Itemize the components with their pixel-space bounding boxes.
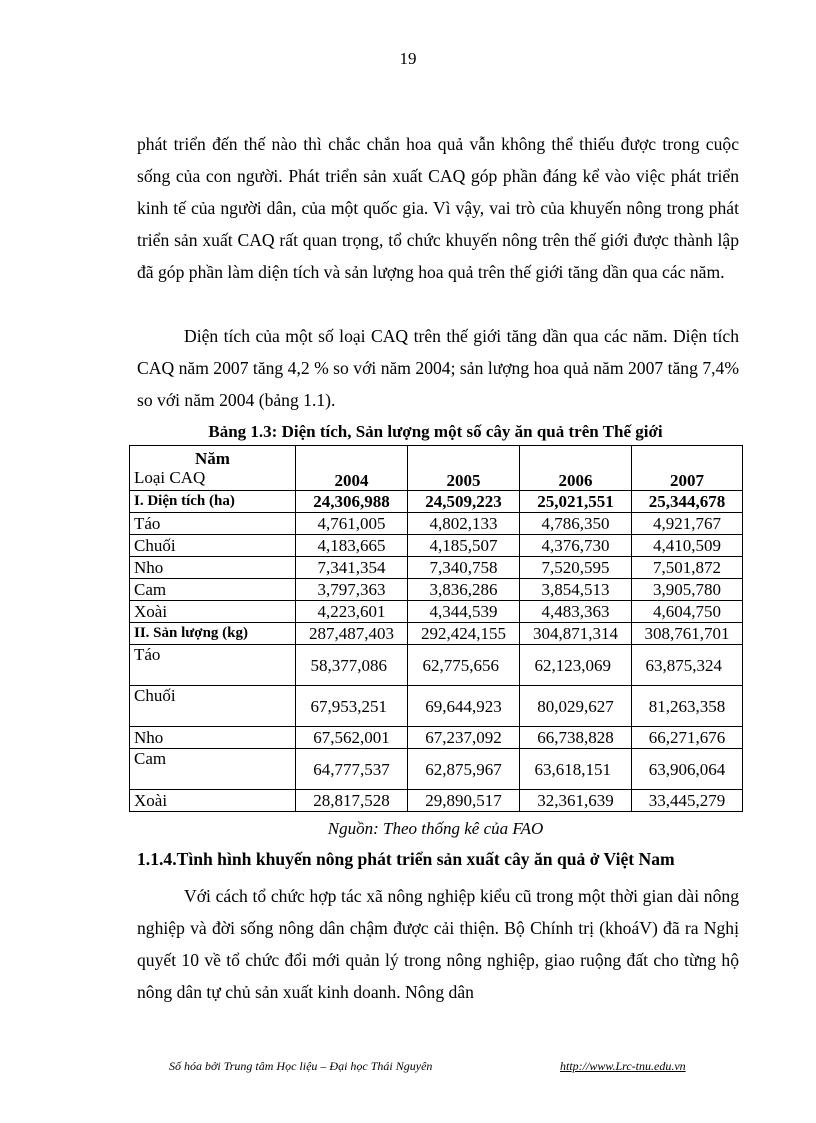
- area-total: 25,344,678: [632, 491, 743, 513]
- row-label: Nho: [130, 727, 296, 749]
- table-cell: 4,185,507: [408, 535, 520, 557]
- corner-year-label: Năm: [195, 449, 230, 468]
- table-row: [130, 749, 743, 790]
- paragraph-intro: phát triển đến thế nào thì chắc chắn hoa quả vẫn không thể thiếu được trong cuộc sống của con người. Phát triển sản xuất CAQ góp phần đáng kể vào việc phát triển kinh tế của người dân, của một quốc gia. Vì vậy, vai trò của khuyến nông trong phát triển sản xuất CAQ rất quan trọng, tổ chức khuyến nông trên thế giới được thành lập đã góp phần làm diện tích và sản lượng hoa quả trên thế giới tăng dần qua các năm.: [137, 134, 739, 282]
- table-header-row: [130, 446, 743, 491]
- row-label: Chuối: [130, 686, 296, 727]
- table-title: Bảng 1.3: Diện tích, Sản lượng một số cây ăn quả trên Thế giới: [208, 422, 663, 441]
- wrapped-value: 62,775,656: [422, 655, 499, 675]
- table-cell: 4,483,363: [520, 601, 632, 623]
- area-total: 25,021,551: [520, 491, 632, 513]
- row-label: Nho: [130, 557, 296, 579]
- table-row: [130, 790, 743, 812]
- table-row: [130, 727, 743, 749]
- table-cell: 7,341,354: [296, 557, 408, 579]
- production-total: 292,424,155: [408, 623, 520, 645]
- table-cell: 64,777,537: [296, 749, 408, 790]
- wrapped-value: 63,618,151: [534, 759, 611, 779]
- year-header: 2004: [296, 446, 408, 491]
- section-heading: 1.1.4.Tình hình khuyến nông phát triển sản xuất cây ăn quả ở Việt Nam: [137, 849, 675, 869]
- table-cell: 81,263,358: [632, 686, 743, 727]
- table-cell: [520, 645, 632, 686]
- table-cell: [296, 645, 408, 686]
- table-cell: 7,340,758: [408, 557, 520, 579]
- table-cell: 32,361,639: [520, 790, 632, 812]
- table-source: Nguồn: Theo thống kê của FAO: [327, 819, 544, 838]
- area-total: 24,509,223: [408, 491, 520, 513]
- table-cell: [632, 645, 743, 686]
- table-cell: 67,562,001: [296, 727, 408, 749]
- year-header: 2007: [632, 446, 743, 491]
- footer-link[interactable]: http://www.Lrc-tnu.edu.vn: [560, 1059, 686, 1073]
- paragraph-area-growth: Diện tích của một số loại CAQ trên thế giới tăng dần qua các năm. Diện tích CAQ năm 2007 tăng 4,2 % so với năm 2004; sản lượng hoa quả năm 2007 tăng 7,4% so với năm 2004 (bảng 1.1).: [137, 326, 739, 410]
- table-cell: 28,817,528: [296, 790, 408, 812]
- table-cell: [408, 645, 520, 686]
- table-cell: 7,520,595: [520, 557, 632, 579]
- area-total: 24,306,988: [296, 491, 408, 513]
- production-total-row: [130, 623, 743, 645]
- corner-type-label: Loại CAQ: [134, 468, 206, 487]
- table-row: [130, 601, 743, 623]
- table-cell: 67,237,092: [408, 727, 520, 749]
- table-cell: 3,905,780: [632, 579, 743, 601]
- wrapped-value: 67,953,251: [310, 696, 387, 716]
- year-header: 2005: [408, 446, 520, 491]
- table-cell: 4,604,750: [632, 601, 743, 623]
- table-cell: 33,445,279: [632, 790, 743, 812]
- table-cell: 4,376,730: [520, 535, 632, 557]
- table-cell: 62,875,967: [408, 749, 520, 790]
- production-total: 287,487,403: [296, 623, 408, 645]
- table-row: [130, 686, 743, 727]
- corner-cell: [130, 446, 296, 491]
- row-label: Táo: [130, 645, 296, 686]
- table-cell: [520, 749, 632, 790]
- row-label: Xoài: [130, 601, 296, 623]
- table-cell: 7,501,872: [632, 557, 743, 579]
- production-section-label: II. Sản lượng (kg): [130, 623, 296, 645]
- year-header: 2006: [520, 446, 632, 491]
- table-cell: 4,921,767: [632, 513, 743, 535]
- table-row: [130, 579, 743, 601]
- page-number: 19: [399, 49, 417, 68]
- production-total: 308,761,701: [632, 623, 743, 645]
- table-cell: 66,271,676: [632, 727, 743, 749]
- table-cell: 4,802,133: [408, 513, 520, 535]
- table-cell: 4,410,509: [632, 535, 743, 557]
- table-cell: 4,223,601: [296, 601, 408, 623]
- table-cell: 66,738,828: [520, 727, 632, 749]
- row-label: Xoài: [130, 790, 296, 812]
- table-cell: 69,644,923: [408, 686, 520, 727]
- table-cell: 4,344,539: [408, 601, 520, 623]
- fruit-tree-table: [129, 445, 743, 812]
- row-label: Táo: [130, 513, 296, 535]
- area-section-label: I. Diện tích (ha): [130, 491, 296, 513]
- table-row: [130, 645, 743, 686]
- paragraph-vietnam: Với cách tổ chức hợp tác xã nông nghiệp kiểu cũ trong một thời gian dài nông nghiệp và đời sống nông dân chậm được cải thiện. Bộ Chính trị (khoáV) đã ra Nghị quyết 10 về tổ chức đổi mới quản lý trong nông nghiệp, giao ruộng đất cho từng hộ nông dân tự chủ sản xuất kinh doanh. Nông dân: [137, 886, 739, 1002]
- table-cell: 3,854,513: [520, 579, 632, 601]
- table-cell: 80,029,627: [520, 686, 632, 727]
- row-label: Cam: [130, 749, 296, 790]
- table-cell: 4,761,005: [296, 513, 408, 535]
- table-cell: 3,836,286: [408, 579, 520, 601]
- row-label: Chuối: [130, 535, 296, 557]
- table-cell: [296, 686, 408, 727]
- row-label: Cam: [130, 579, 296, 601]
- table-cell: 29,890,517: [408, 790, 520, 812]
- wrapped-value: 58,377,086: [310, 655, 387, 675]
- area-total-row: [130, 491, 743, 513]
- wrapped-value: 62,123,069: [534, 655, 611, 675]
- table-cell: 3,797,363: [296, 579, 408, 601]
- table-row: [130, 557, 743, 579]
- table-row: [130, 513, 743, 535]
- table-cell: 63,906,064: [632, 749, 743, 790]
- wrapped-value: 63,875,324: [645, 655, 722, 675]
- table-row: [130, 535, 743, 557]
- table-cell: 4,786,350: [520, 513, 632, 535]
- production-total: 304,871,314: [520, 623, 632, 645]
- footer-credit: Số hóa bởi Trung tâm Học liệu – Đại học Thái Nguyên: [169, 1059, 433, 1073]
- table-cell: 4,183,665: [296, 535, 408, 557]
